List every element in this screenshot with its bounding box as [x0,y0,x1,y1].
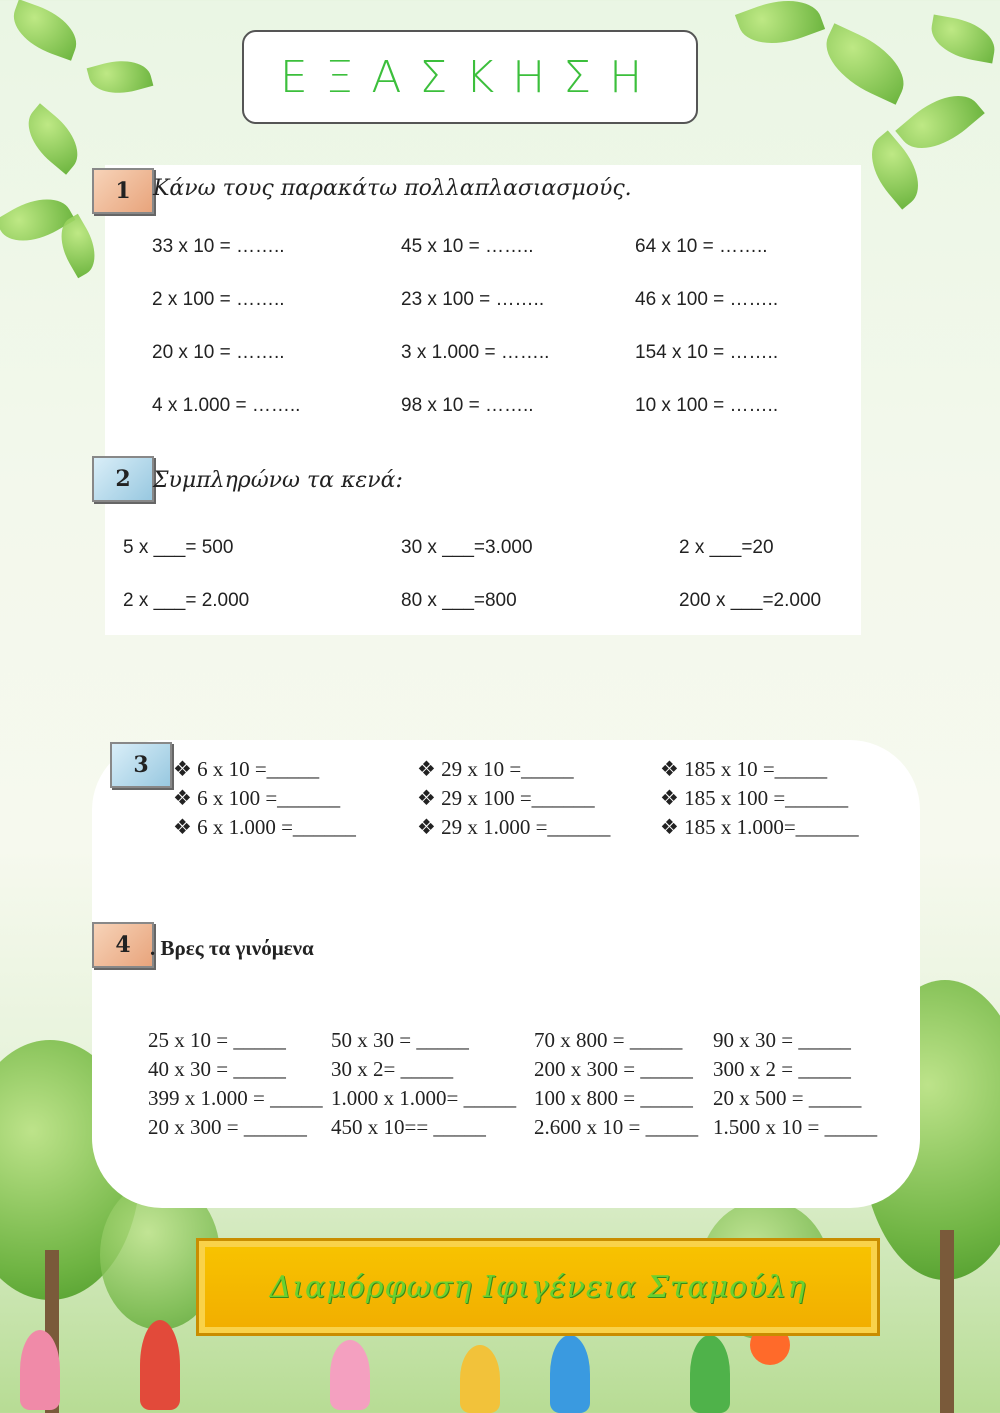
exercise-4-item: 30 x 2= _____ [331,1057,454,1081]
exercise-2-item: 5 x ___= 500 [123,537,234,558]
exercise-1-item: 2 x 100 = …….. [152,289,285,310]
exercise-1-item: 4 x 1.000 = …….. [152,395,301,416]
exercise-4-item: 50 x 30 = _____ [331,1028,469,1052]
exercise-3-item: ❖ 185 x 100 =______ [660,786,849,810]
exercise-3-item: ❖ 185 x 1.000=______ [660,815,859,839]
exercise-1-heading: Κάνω τους παρακάτω πολλαπλασιασμούς. [153,176,632,201]
exercise-2-item: 200 x ___=2.000 [679,590,822,611]
exercise-2-item: 2 x ___=20 [679,537,774,558]
exercise-3-item: ❖ 29 x 100 =______ [417,786,595,810]
exercise-4-item: 90 x 30 = _____ [713,1028,851,1052]
exercise-4-item: 200 x 300 = _____ [534,1057,693,1081]
exercise-3-item: ❖ 6 x 1.000 =______ [173,815,356,839]
credit-banner [196,1238,880,1336]
exercise-2-item: 2 x ___= 2.000 [123,590,250,611]
exercise-4-item: 300 x 2 = _____ [713,1057,851,1081]
page-title: ΕΞΑΣΚΗΣΗ [279,51,661,103]
exercise-2-heading: Συμπληρώνω τα κενά: [153,468,403,493]
exercise-3-item: ❖ 185 x 10 =_____ [660,757,828,781]
credit-text: Διαμόρφωση Ιφιγένεια Σταμούλη [269,1269,807,1305]
exercise-1-item: 20 x 10 = …….. [152,342,285,363]
exercise-1-item: 154 x 10 = …….. [635,342,779,363]
exercise-1-item: 23 x 100 = …….. [401,289,545,310]
exercise-1-badge: 1 [92,168,154,214]
title-box [242,30,698,124]
exercise-3-item: ❖ 29 x 1.000 =______ [417,815,611,839]
exercise-3-item: ❖ 6 x 100 =______ [173,786,341,810]
exercise-1-item: 3 x 1.000 = …….. [401,342,550,363]
exercise-1-item: 64 x 10 = …….. [635,236,768,257]
exercise-4-item: 399 x 1.000 = _____ [148,1086,323,1110]
exercise-1-item: 45 x 10 = …….. [401,236,534,257]
exercise-1-item: 46 x 100 = …….. [635,289,779,310]
exercise-4-item: 70 x 800 = _____ [534,1028,683,1052]
exercise-2-item: 80 x ___=800 [401,590,517,611]
exercise-3-badge: 3 [110,742,172,788]
exercise-1-item: 98 x 10 = …….. [401,395,534,416]
exercise-4-heading: . Βρες τα γινόμενα [150,936,314,960]
exercise-1-item: 10 x 100 = …….. [635,395,779,416]
exercise-4-item: 20 x 300 = ______ [148,1115,307,1139]
exercise-4-item: 100 x 800 = _____ [534,1086,693,1110]
exercise-3-item: ❖ 29 x 10 =_____ [417,757,574,781]
exercise-4-item: 1.500 x 10 = _____ [713,1115,878,1139]
exercise-3-item: ❖ 6 x 10 =_____ [173,757,320,781]
exercise-2-badge: 2 [92,456,154,502]
exercise-4-badge: 4 [92,922,154,968]
exercise-4-item: 2.600 x 10 = _____ [534,1115,699,1139]
exercise-4-item: 20 x 500 = _____ [713,1086,862,1110]
exercise-2-item: 30 x ___=3.000 [401,537,533,558]
exercise-4-item: 25 x 10 = _____ [148,1028,286,1052]
exercise-4-item: 1.000 x 1.000= _____ [331,1086,517,1110]
exercise-1-item: 33 x 10 = …….. [152,236,285,257]
exercise-4-item: 40 x 30 = _____ [148,1057,286,1081]
exercise-4-item: 450 x 10== _____ [331,1115,486,1139]
